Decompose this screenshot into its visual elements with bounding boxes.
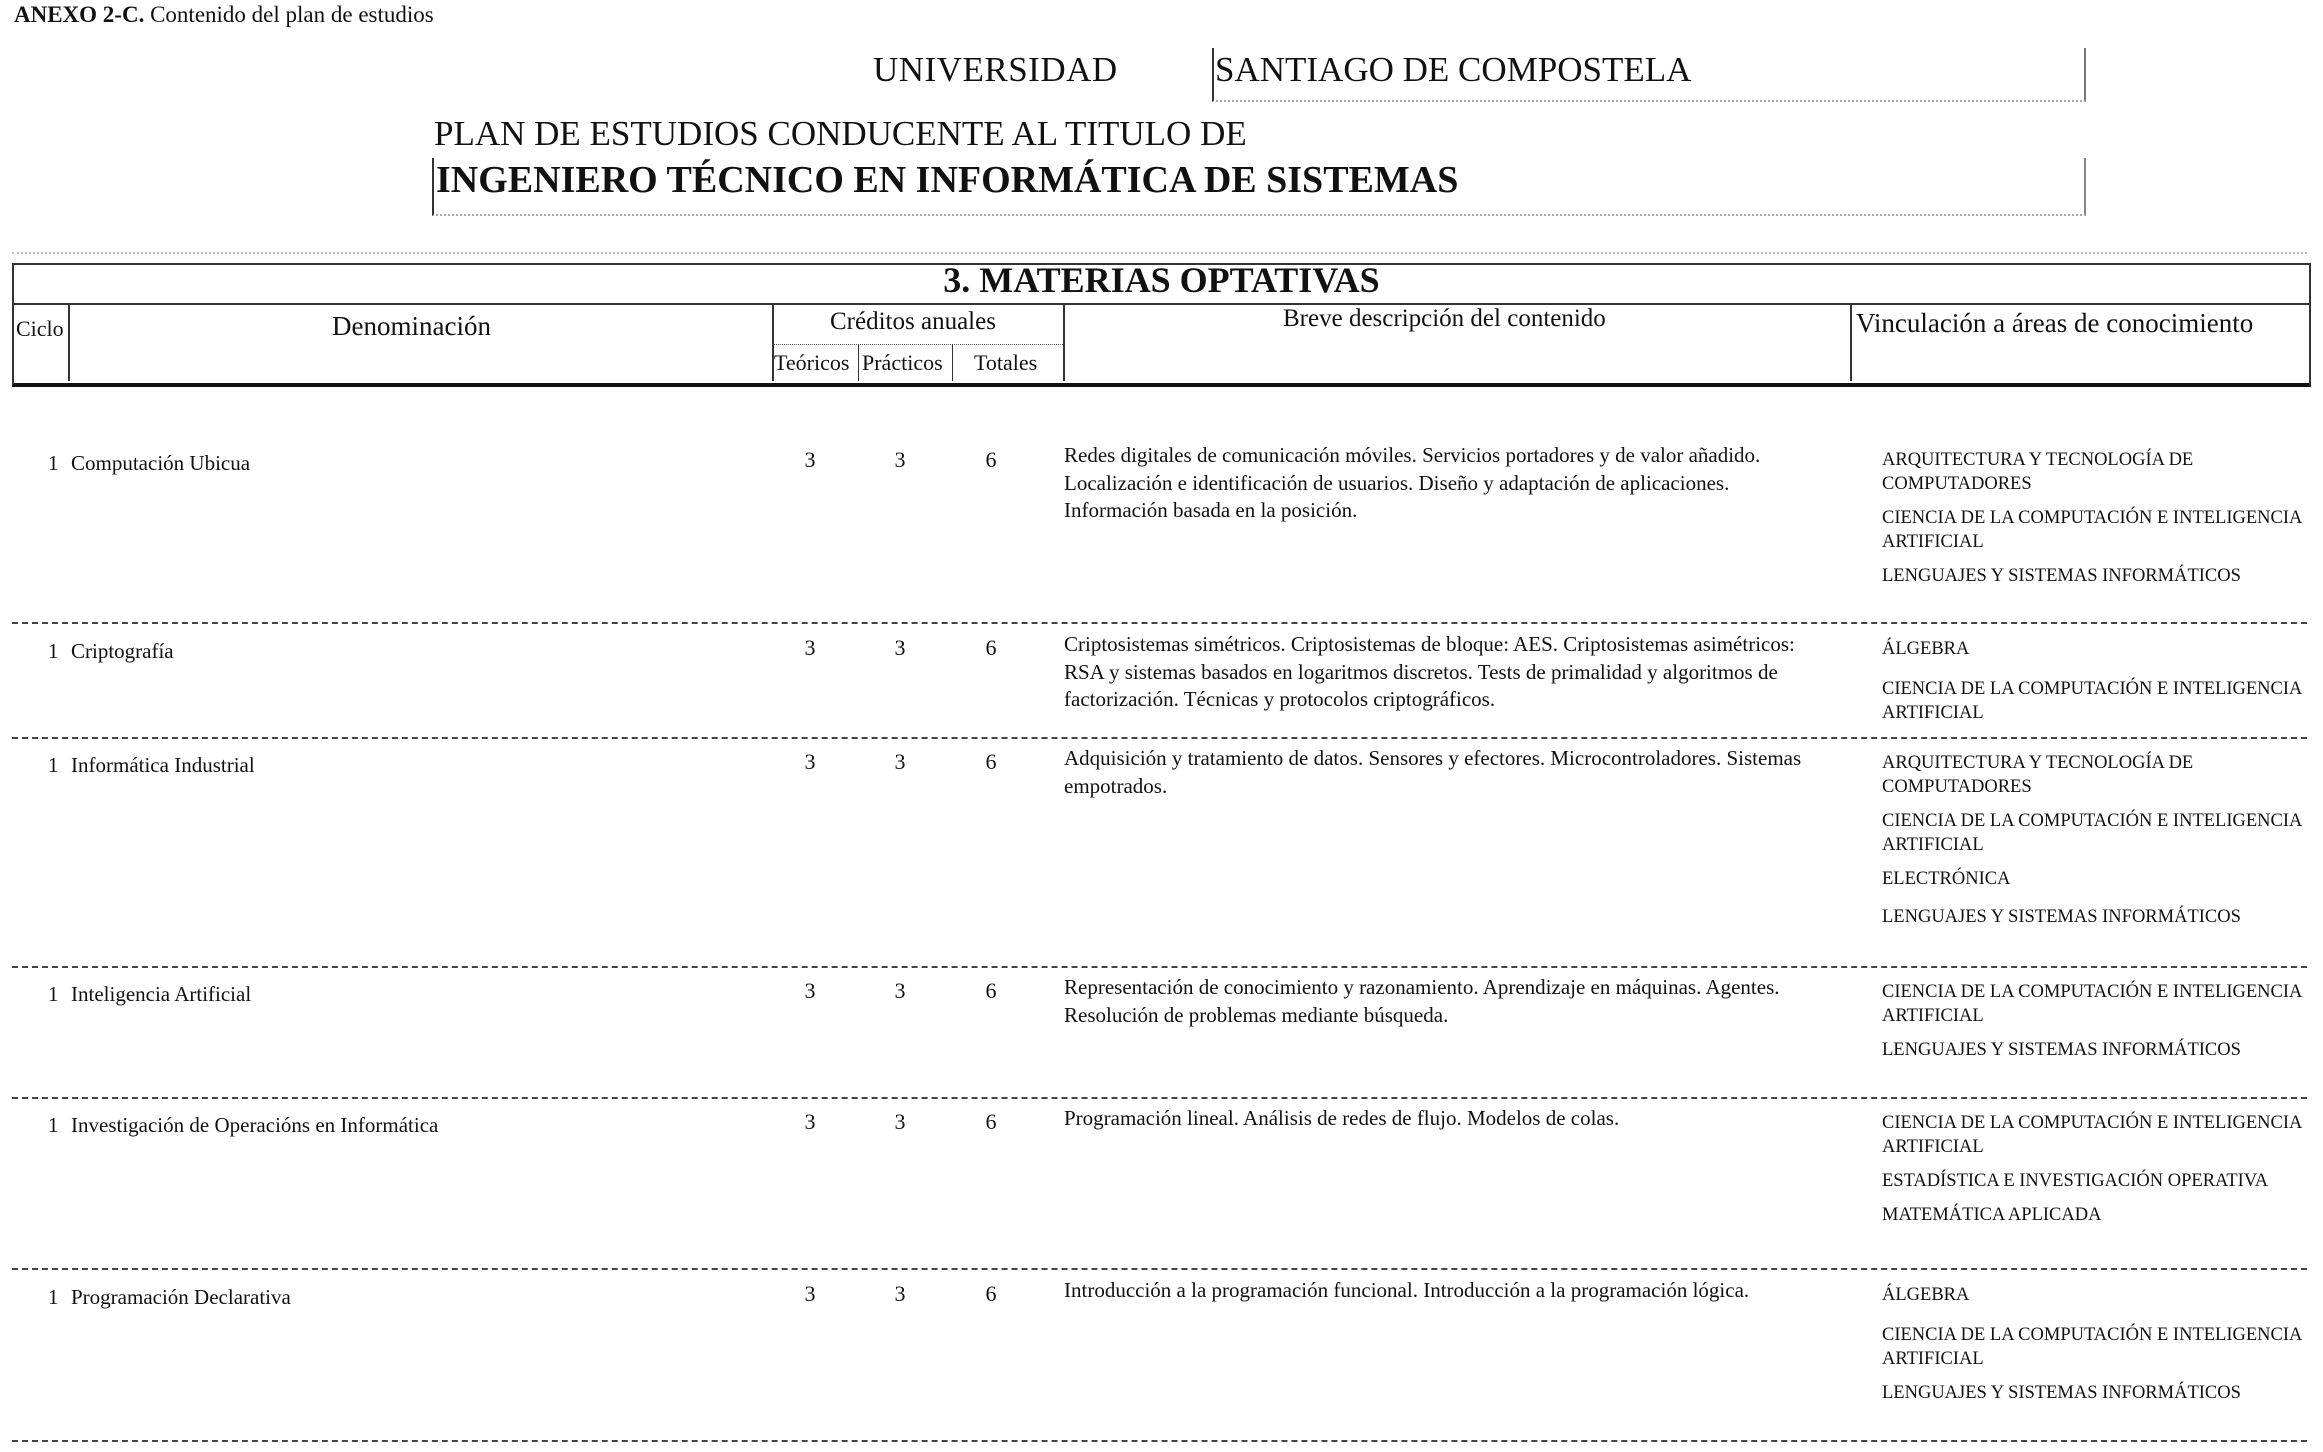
row-practicos: 3 xyxy=(894,1109,906,1134)
area-item: ARQUITECTURA Y TECNOLOGÍA DE COMPUTADORES xyxy=(1882,450,2194,494)
row-divider xyxy=(12,966,2307,968)
area-item: LENGUAJES Y SISTEMAS INFORMÁTICOS xyxy=(1882,1040,2241,1060)
annex-line xyxy=(14,2,434,28)
row-name: Computación Ubicua xyxy=(71,451,251,475)
row-divider xyxy=(12,622,2307,624)
row-practicos: 3 xyxy=(894,978,906,1003)
row-totales: 6 xyxy=(985,1281,997,1306)
row-ciclo: 1 xyxy=(48,639,59,663)
row-ciclo: 1 xyxy=(48,1285,59,1309)
row-teoricos: 3 xyxy=(804,1281,816,1306)
area-item: CIENCIA DE LA COMPUTACIÓN E INTELIGENCIA ARTIFICIAL xyxy=(1882,982,2302,1026)
row-description: Redes digitales de comunicación móviles. Servicios portadores y de valor añadido. Localización e identificación de usuarios. Diseño y adaptación de aplicaciones. Información basada en la posición. xyxy=(1064,443,1761,522)
row-divider xyxy=(12,737,2307,739)
sub-col-divider xyxy=(952,344,953,381)
row-ciclo: 1 xyxy=(48,982,59,1006)
row-name: Investigación de Operacións en Informática xyxy=(71,1113,439,1137)
header-practicos: Prácticos xyxy=(862,350,943,375)
area-item: ESTADÍSTICA E INVESTIGACIÓN OPERATIVA xyxy=(1882,1171,2269,1191)
header-teoricos: Teóricos xyxy=(774,350,850,375)
area-item: ARQUITECTURA Y TECNOLOGÍA DE COMPUTADORES xyxy=(1882,753,2194,797)
col-divider xyxy=(68,303,70,381)
row-teoricos: 3 xyxy=(804,1109,816,1134)
section-title: 3. MATERIAS OPTATIVAS xyxy=(943,260,1380,300)
row-ciclo: 1 xyxy=(48,451,59,475)
sub-divider xyxy=(772,344,1063,345)
plan-label: PLAN DE ESTUDIOS CONDUCENTE AL TITULO DE xyxy=(434,114,1247,153)
header-descripcion: Breve descripción del contenido xyxy=(1283,305,1606,332)
area-item: MATEMÁTICA APLICADA xyxy=(1882,1205,2102,1225)
row-practicos: 3 xyxy=(894,749,906,774)
row-description: Adquisición y tratamiento de datos. Sensores y efectores. Microcontroladores. Sistemas empotrados. xyxy=(1064,746,1802,798)
area-item: CIENCIA DE LA COMPUTACIÓN E INTELIGENCIA ARTIFICIAL xyxy=(1882,811,2302,855)
row-areas xyxy=(1882,980,2302,1072)
row-teoricos: 3 xyxy=(804,978,816,1003)
annex-label: ANEXO 2-C. xyxy=(14,2,145,27)
row-totales: 6 xyxy=(985,749,997,774)
row-practicos: 3 xyxy=(894,635,906,660)
row-description: Programación lineal. Análisis de redes de flujo. Modelos de colas. xyxy=(1064,1106,1620,1130)
col-divider xyxy=(1063,303,1065,381)
col-divider xyxy=(1850,303,1852,381)
row-totales: 6 xyxy=(985,1109,997,1134)
row-name: Informática Industrial xyxy=(71,753,255,777)
university-name: SANTIAGO DE COMPOSTELA xyxy=(1215,50,1692,89)
row-areas xyxy=(1882,1111,2302,1237)
row-practicos: 3 xyxy=(894,447,906,472)
area-item: ÁLGEBRA xyxy=(1882,1285,1970,1305)
row-name: Inteligencia Artificial xyxy=(71,982,252,1006)
area-item: LENGUAJES Y SISTEMAS INFORMÁTICOS xyxy=(1882,566,2241,586)
area-item: CIENCIA DE LA COMPUTACIÓN E INTELIGENCIA ARTIFICIAL xyxy=(1882,508,2302,552)
header-creditos: Créditos anuales xyxy=(830,308,996,335)
row-areas xyxy=(1882,448,2302,598)
row-divider xyxy=(12,1440,2307,1442)
area-item: LENGUAJES Y SISTEMAS INFORMÁTICOS xyxy=(1882,1383,2241,1403)
row-name: Criptografía xyxy=(71,639,174,663)
row-divider xyxy=(12,1097,2307,1099)
row-totales: 6 xyxy=(985,635,997,660)
row-divider xyxy=(12,1268,2307,1270)
area-item: CIENCIA DE LA COMPUTACIÓN E INTELIGENCIA ARTIFICIAL xyxy=(1882,1113,2302,1157)
header-ciclo: Ciclo xyxy=(16,316,64,341)
area-item: CIENCIA DE LA COMPUTACIÓN E INTELIGENCIA ARTIFICIAL xyxy=(1882,679,2302,723)
row-totales: 6 xyxy=(985,447,997,472)
row-teoricos: 3 xyxy=(804,749,816,774)
row-description: Criptosistemas simétricos. Criptosistemas de bloque: AES. Criptosistemas asimétricos: RSA y sistemas basados en logaritmos discretos. Tests de primalidad y algoritmos de factorización. Técnicas y protocolos criptográficos. xyxy=(1064,632,1795,711)
header-totales: Totales xyxy=(974,350,1038,375)
divider xyxy=(12,252,2307,254)
row-ciclo: 1 xyxy=(48,1113,59,1137)
annex-text: Contenido del plan de estudios xyxy=(150,2,434,27)
sub-col-divider xyxy=(858,344,859,381)
row-teoricos: 3 xyxy=(804,447,816,472)
row-areas xyxy=(1882,751,2302,939)
row-description: Representación de conocimiento y razonamiento. Aprendizaje en máquinas. Agentes. Resolución de problemas mediante búsqueda. xyxy=(1064,975,1780,1027)
area-item: CIENCIA DE LA COMPUTACIÓN E INTELIGENCIA ARTIFICIAL xyxy=(1882,1325,2302,1369)
header-vinculacion: Vinculación a áreas de conocimiento xyxy=(1856,308,2254,338)
row-practicos: 3 xyxy=(894,1281,906,1306)
area-item: LENGUAJES Y SISTEMAS INFORMÁTICOS xyxy=(1882,907,2241,927)
row-totales: 6 xyxy=(985,978,997,1003)
area-item: ÁLGEBRA xyxy=(1882,639,1970,659)
area-item: ELECTRÓNICA xyxy=(1882,869,2011,889)
header-denominacion: Denominación xyxy=(332,311,491,341)
university-label: UNIVERSIDAD xyxy=(873,50,1118,89)
row-description: Introducción a la programación funcional. Introducción a la programación lógica. xyxy=(1064,1278,1750,1302)
row-name: Programación Declarativa xyxy=(71,1285,291,1309)
degree-title: INGENIERO TÉCNICO EN INFORMÁTICA DE SISTEMAS xyxy=(436,159,1459,201)
row-areas xyxy=(1882,637,2302,735)
row-teoricos: 3 xyxy=(804,635,816,660)
row-ciclo: 1 xyxy=(48,753,59,777)
row-areas xyxy=(1882,1283,2302,1415)
